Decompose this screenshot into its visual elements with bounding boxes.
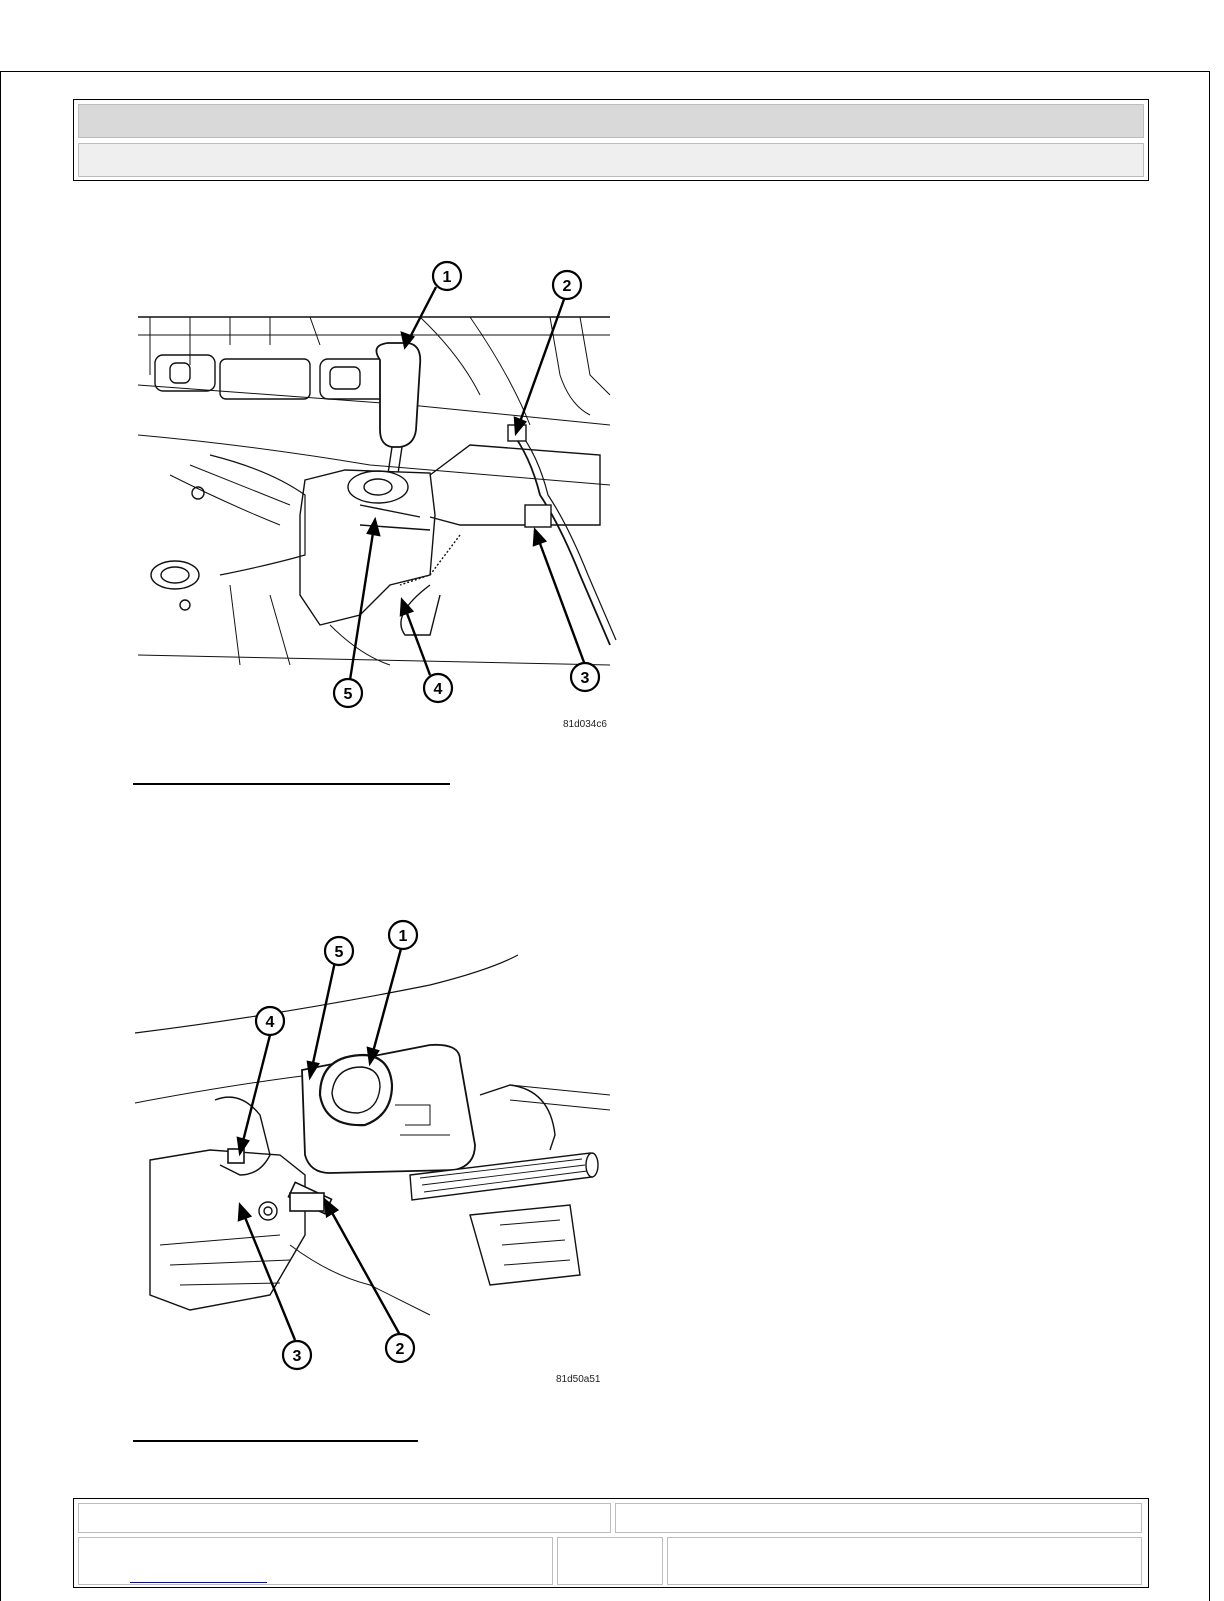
header-table [73, 99, 1149, 181]
section-rule-2 [133, 1440, 418, 1442]
figure-2-shifter-illustration [130, 915, 620, 1385]
callout-4: 4 [433, 681, 443, 698]
footer-cell-end [667, 1537, 1142, 1585]
callout-5: 5 [334, 944, 344, 961]
figure-1-drawing [130, 255, 620, 725]
callout-5: 5 [343, 686, 353, 703]
footer-cell-mid [557, 1537, 663, 1585]
section-rule-1 [133, 783, 450, 785]
callout-3: 3 [292, 1348, 302, 1365]
footer-cell-right [615, 1503, 1142, 1533]
figure-2-code: 81d50a51 [556, 1374, 601, 1385]
callout-2: 2 [395, 1341, 405, 1358]
figure-2-drawing [130, 915, 620, 1385]
callout-1: 1 [398, 928, 408, 945]
callout-4: 4 [265, 1014, 275, 1031]
figure-1-code: 81d034c6 [563, 719, 607, 730]
callout-2: 2 [562, 278, 572, 295]
footer-table [73, 1498, 1149, 1588]
header-title-bar [78, 104, 1144, 138]
footer-cell-left [78, 1503, 611, 1533]
footer-cell-link [78, 1537, 553, 1585]
footer-link[interactable] [130, 1582, 267, 1583]
callout-3: 3 [580, 670, 590, 687]
figure-1-shifter-illustration [130, 255, 620, 725]
header-subtitle-bar [78, 143, 1144, 177]
callout-1: 1 [442, 269, 452, 286]
